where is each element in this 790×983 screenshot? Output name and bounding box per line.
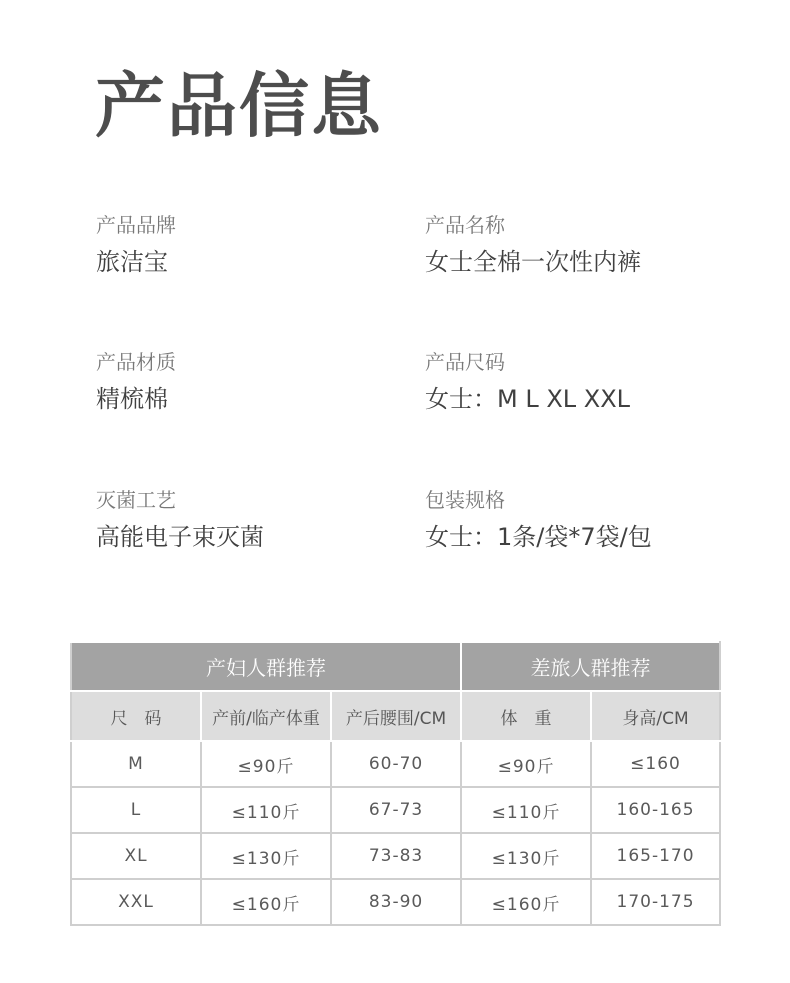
- header-height: 身高/CM: [591, 691, 720, 741]
- info-value: 精梳棉: [96, 385, 168, 413]
- info-sizes: [425, 350, 755, 414]
- group-maternity: 产妇人群推荐: [71, 642, 461, 691]
- header-size: 尺 码: [71, 691, 201, 741]
- table-cell: ≤90斤: [461, 741, 591, 787]
- group-travel: 差旅人群推荐: [461, 642, 720, 691]
- table-cell: 160-165: [591, 787, 720, 833]
- info-value: 女士全棉一次性内裤: [425, 248, 641, 276]
- info-product-name: [425, 213, 755, 277]
- table-header-row: [71, 691, 720, 741]
- table-cell: 73-83: [331, 833, 461, 879]
- info-material: [96, 350, 426, 414]
- table-cell: ≤160斤: [461, 879, 591, 925]
- table-row: [71, 879, 720, 925]
- info-value: 高能电子束灭菌: [96, 523, 264, 551]
- info-label: 产品名称: [425, 213, 505, 237]
- table-cell: ≤160斤: [201, 879, 331, 925]
- table-cell: 60-70: [331, 741, 461, 787]
- table-cell: ≤90斤: [201, 741, 331, 787]
- table-cell: XXL: [71, 879, 201, 925]
- table-cell: ≤110斤: [201, 787, 331, 833]
- header-postpartum-waist: 产后腰围/CM: [331, 691, 461, 741]
- info-sterilization: [96, 488, 426, 552]
- table-group-row: [71, 642, 720, 691]
- table-cell: M: [71, 741, 201, 787]
- table-cell: ≤130斤: [461, 833, 591, 879]
- info-label: 产品材质: [96, 350, 176, 374]
- header-weight: 体 重: [461, 691, 591, 741]
- table-row: [71, 741, 720, 787]
- page-title: 产品信息: [95, 65, 383, 147]
- info-brand: [96, 213, 426, 277]
- table-cell: ≤130斤: [201, 833, 331, 879]
- info-value: 女士：M L XL XXL: [425, 385, 631, 413]
- info-label: 产品品牌: [96, 213, 176, 237]
- header-prenatal-weight: 产前/临产体重: [201, 691, 331, 741]
- size-table: [70, 641, 721, 926]
- table-cell: 170-175: [591, 879, 720, 925]
- info-label: 灭菌工艺: [96, 488, 176, 512]
- table-row: [71, 787, 720, 833]
- table-cell: 67-73: [331, 787, 461, 833]
- table-row: [71, 833, 720, 879]
- table-cell: 165-170: [591, 833, 720, 879]
- info-packaging: [425, 488, 755, 552]
- table-cell: ≤110斤: [461, 787, 591, 833]
- info-value: 女士：1条/袋*7袋/包: [425, 523, 652, 551]
- info-label: 包装规格: [425, 488, 505, 512]
- info-label: 产品尺码: [425, 350, 505, 374]
- info-value: 旅洁宝: [96, 248, 168, 276]
- table-cell: XL: [71, 833, 201, 879]
- table-cell: ≤160: [591, 741, 720, 787]
- table-cell: 83-90: [331, 879, 461, 925]
- table-cell: L: [71, 787, 201, 833]
